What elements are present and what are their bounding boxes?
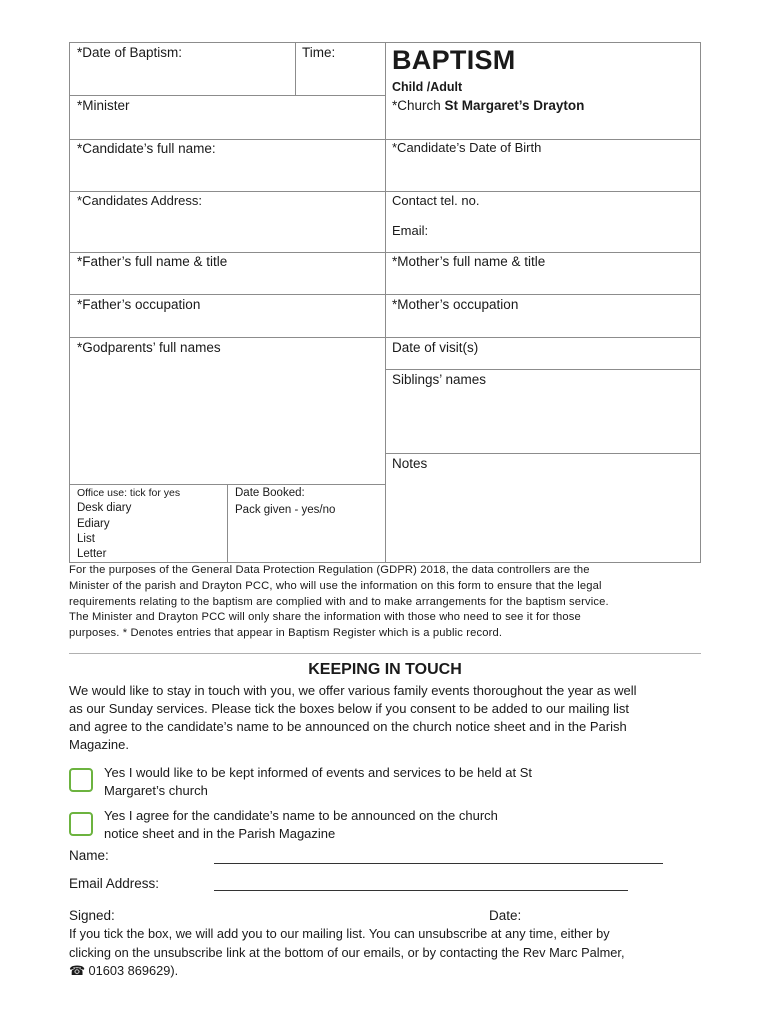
pack-given-label: Pack given - yes/no (235, 504, 336, 516)
date-label: Date: (489, 908, 522, 923)
child-adult-label: Child /Adult (392, 80, 463, 94)
form-title: BAPTISM (392, 45, 516, 75)
gdpr-line: requirements relating to the baptism are complied with and to make arrangements for the baptism service. (69, 595, 609, 608)
siblings-label: Siblings’ names (392, 372, 487, 387)
option-line: Margaret’s church (104, 783, 208, 798)
mailing-list-option (104, 764, 604, 800)
notice-sheet-checkbox[interactable] (69, 812, 93, 836)
mother-occupation-label: *Mother’s occupation (392, 297, 519, 312)
grid-line (227, 484, 228, 563)
intro-line: We would like to stay in touch with you, we offer various family events thoroughout the year as well (69, 683, 637, 698)
option-line: Yes I would like to be kept informed of events and services to be held at St (104, 765, 533, 780)
gdpr-line: The Minister and Drayton PCC will only share the information with those who need to see it for those (69, 611, 581, 624)
godparents-label: *Godparents’ full names (77, 340, 221, 355)
baptism-form-grid (69, 42, 701, 563)
option-line: Yes I agree for the candidate’s name to be announced on the church (104, 808, 498, 823)
grid-line (69, 337, 701, 338)
grid-line (69, 252, 701, 253)
date-booked-label: Date Booked: (235, 487, 305, 499)
address-label: *Candidates Address: (77, 193, 203, 208)
grid-line (69, 294, 701, 295)
grid-line (385, 453, 701, 454)
contact-tel-label: Contact tel. no. (392, 193, 480, 208)
minister-label: *Minister (77, 98, 130, 113)
name-label: Name: (69, 848, 109, 863)
keeping-in-touch-intro (69, 682, 701, 754)
gdpr-line: Minister of the parish and Drayton PCC, who will use the information on this form to ensure that the legal (69, 579, 602, 592)
mother-name-label: *Mother’s full name & title (392, 254, 546, 269)
church-label: *Church St Margaret’s Drayton (392, 98, 585, 113)
email-address-label: Email Address: (69, 876, 160, 891)
father-occupation-label: *Father’s occupation (77, 297, 201, 312)
gdpr-notice (69, 563, 709, 642)
section-divider (69, 653, 701, 654)
grid-line (69, 95, 386, 96)
signed-label: Signed: (69, 908, 115, 923)
phone-icon: ☎ (69, 963, 85, 978)
office-use-item: List (77, 533, 95, 545)
option-line: notice sheet and in the Parish Magazine (104, 826, 336, 841)
grid-line (385, 369, 701, 370)
phone-number: 01603 869629). (84, 963, 179, 978)
candidate-dob-label: *Candidate’s Date of Birth (392, 140, 542, 155)
email-label: Email: (392, 223, 429, 238)
notes-label: Notes (392, 456, 428, 471)
intro-line: Magazine. (69, 737, 129, 752)
date-of-baptism-label: *Date of Baptism: (77, 45, 183, 60)
intro-line: and agree to the candidate’s name to be announced on the church notice sheet and in the Parish (69, 719, 627, 734)
grid-line (700, 42, 701, 563)
gdpr-line: purposes. * Denotes entries that appear in Baptism Register which is a public record. (69, 627, 503, 640)
intro-line: as our Sunday services. Please tick the boxes below if you consent to be added to our mailing list (69, 701, 630, 716)
father-name-label: *Father’s full name & title (77, 254, 228, 269)
notice-sheet-option (104, 807, 604, 843)
name-input-line[interactable] (214, 863, 663, 864)
footer-phone-line (69, 962, 701, 981)
grid-line (295, 42, 296, 95)
keeping-in-touch-title: KEEPING IN TOUCH (308, 661, 462, 678)
time-label: Time: (302, 45, 336, 60)
footer-line: clicking on the unsubscribe link at the bottom of our emails, or by contacting the Rev Marc Palmer, (69, 944, 625, 960)
footer-line: If you tick the box, we will add you to our mailing list. You can unsubscribe at any time, either by (69, 926, 610, 941)
unsubscribe-notice (69, 925, 701, 981)
grid-line (69, 139, 701, 140)
office-use-item: Desk diary (77, 502, 132, 514)
church-name: St Margaret’s Drayton (444, 98, 585, 113)
office-use-heading: Office use: tick for yes (77, 487, 181, 499)
candidate-name-label: *Candidate’s full name: (77, 141, 216, 156)
email-input-line[interactable] (214, 890, 628, 891)
gdpr-line: For the purposes of the General Data Protection Regulation (GDPR) 2018, the data controllers are the (69, 564, 590, 576)
office-use-item: Ediary (77, 518, 110, 530)
grid-line (69, 191, 701, 192)
mailing-list-checkbox[interactable] (69, 768, 93, 792)
date-of-visit-label: Date of visit(s) (392, 340, 479, 355)
office-use-item: Letter (77, 548, 107, 560)
